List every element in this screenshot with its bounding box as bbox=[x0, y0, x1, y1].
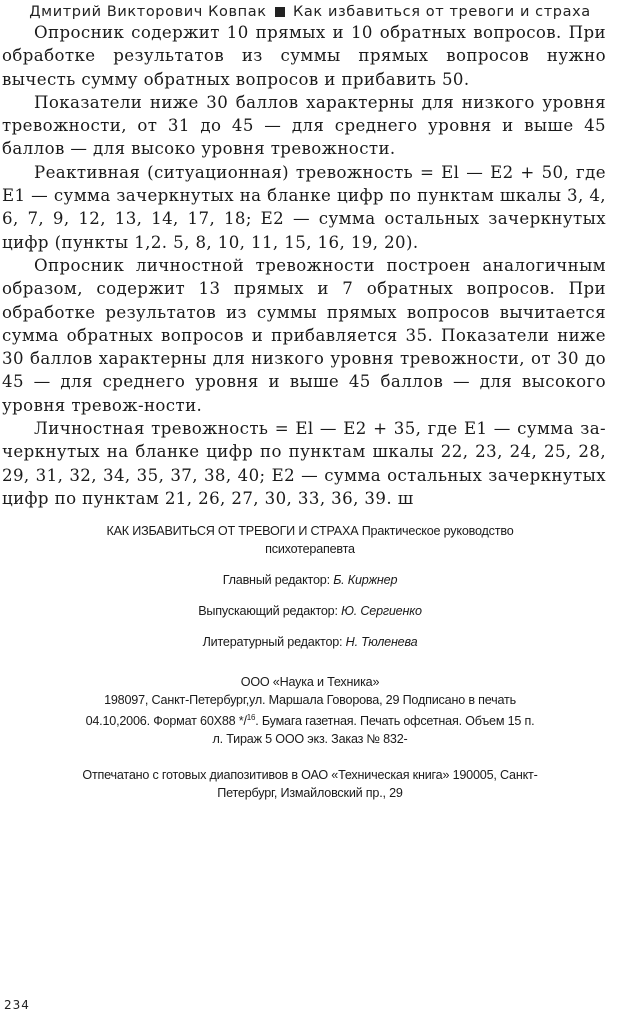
managing-editor-label: Выпускающий редактор: bbox=[198, 604, 338, 618]
running-head-author: Дмитрий Викторович Ковпак bbox=[29, 4, 267, 20]
imprint-title: КАК ИЗБАВИТЬСЯ ОТ ТРЕВОГИ И СТРАХА Практическое руководство психотерапевта bbox=[106, 524, 514, 556]
chief-editor-label: Главный редактор: bbox=[222, 573, 330, 587]
publisher-details-part-2: . Бумага газетная. Печать офсетная. Объем 15 п. л. Тираж 5 ООО экз. Заказ № 832- bbox=[212, 714, 535, 747]
literary-editor-label: Литературный редактор: bbox=[202, 635, 343, 649]
imprint bbox=[80, 522, 540, 802]
literary-editor bbox=[80, 633, 540, 651]
paragraph: Личностная тревожность = El — Е2 + 35, где Е1 — сумма за-черкнутых на бланке цифр по пунктам шкалы 22, 23, 24, 25, 28, 29, 31, 32, 34, 35, 37, 38, 40; Е2 — сумма остальных зачеркнутых цифр по пунктам 21, 26, 27, 30, 33, 36, 39. ш bbox=[2, 419, 606, 508]
publisher-block bbox=[80, 673, 540, 748]
square-bullet-icon bbox=[275, 7, 285, 17]
publisher-details bbox=[80, 691, 540, 748]
paragraph: Реактивная (ситуационная) тревожность = El — Е2 + 50, где Е1 — сумма зачеркнутых на бланке цифр по пунктам шкалы 3, 4, 6, 7, 9, 12, 13, 14, 17, 18; Е2 — сумма остальных зачеркнутых цифр (пункты 1,2. 5, 8, 10, 11, 15, 16, 19, 20). bbox=[2, 162, 606, 252]
managing-editor bbox=[80, 602, 540, 620]
paragraph: Опросник содержит 10 прямых и 10 обратных вопросов. При обработке результатов из суммы прямых вопросов нужно вычесть сумму обратных вопросов и прибавить 50. bbox=[2, 23, 606, 89]
chief-editor-name: Б. Киржнер bbox=[333, 573, 398, 587]
paragraph: Опросник личностной тревожности построен аналогичным образом, содержит 13 прямых и 7 обратных вопросов. При обработке результатов из суммы прямых вопросов вычитается сумма обратных вопросов и прибавляется 35. Показатели ниже 30 баллов характерны для низкого уровня тревожности, от 30 до 45 — для среднего уровня и выше 45 баллов — для высокого уровня тревож-ности. bbox=[2, 255, 606, 415]
printing-info: Отпечатано с готовых диапозитивов в ОАО «Техническая книга» 190005, Санкт-Петербург, Измайловский пр., 29 bbox=[82, 768, 538, 801]
running-head bbox=[0, 4, 620, 20]
body-text bbox=[2, 21, 606, 510]
format-fraction: */ bbox=[238, 714, 247, 729]
publisher-name: ООО «Наука и Техника» bbox=[240, 675, 380, 689]
literary-editor-name: Н. Тюленева bbox=[345, 635, 418, 649]
publisher-details-part-1: 198097, Санкт-Петербург,ул. Маршала Говорова, 29 Подписано в печать 04.10,2006. Формат 60X88 bbox=[85, 693, 516, 729]
managing-editor-name: Ю. Сергиенко bbox=[341, 604, 422, 618]
running-head-title: Как избавиться от тревоги и страха bbox=[293, 4, 591, 20]
page-number: 234 bbox=[4, 998, 30, 1012]
format-denominator: 16 bbox=[246, 713, 256, 722]
chief-editor bbox=[80, 571, 540, 589]
paragraph: Показатели ниже 30 баллов характерны для низкого уровня тревожности, от 31 до 45 — для среднего уровня и выше 45 баллов — для высоко уровня тревожности. bbox=[2, 92, 606, 159]
